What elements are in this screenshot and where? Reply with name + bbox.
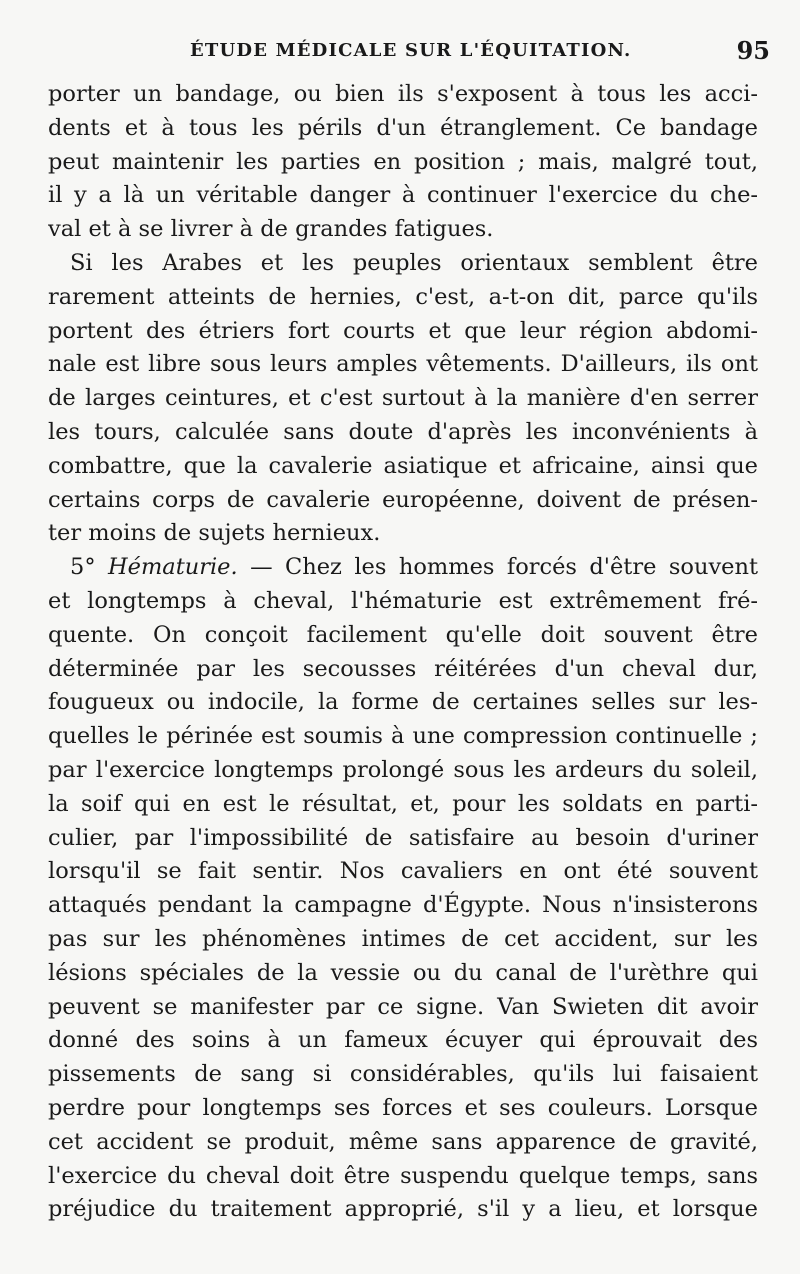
text-line: quelles le périnée est soumis à une compression continuelle ; bbox=[48, 723, 758, 750]
paragraph-start-line: Si les Arabes et les peuples orientaux semblent être bbox=[70, 249, 758, 276]
section-title: Hématurie. bbox=[108, 554, 238, 581]
page-number: 95 bbox=[736, 36, 770, 65]
text-line: nale est libre sous leurs amples vêtements. D'ailleurs, ils ont bbox=[48, 351, 758, 378]
text-line: rarement atteints de hernies, c'est, a-t-on dit, parce qu'ils bbox=[48, 283, 758, 310]
text-line: l'exercice du cheval doit être suspendu quelque temps, sans bbox=[48, 1162, 758, 1189]
text-line: portent des étriers fort courts et que leur région abdomi- bbox=[48, 317, 758, 344]
section-heading-line: 5° Hématurie. — Chez les hommes forcés d'être souvent bbox=[70, 554, 758, 581]
text-line: fougueux ou indocile, la forme de certaines selles sur les- bbox=[48, 689, 758, 716]
text-line: quente. On conçoit facilement qu'elle doit souvent être bbox=[48, 621, 758, 648]
text-line: lorsqu'il se fait sentir. Nos cavaliers en ont été souvent bbox=[48, 858, 758, 885]
text-line: lésions spéciales de la vessie ou du canal de l'urèthre qui bbox=[48, 959, 758, 986]
text-line: déterminée par les secousses réitérées d'un cheval dur, bbox=[48, 655, 758, 682]
text-line: donné des soins à un fameux écuyer qui éprouvait des bbox=[48, 1027, 758, 1054]
text-line: il y a là un véritable danger à continuer l'exercice du che- bbox=[48, 182, 758, 209]
text-line: peuvent se manifester par ce signe. Van Swieten dit avoir bbox=[48, 993, 758, 1020]
text-line: culier, par l'impossibilité de satisfaire au besoin d'uriner bbox=[48, 824, 758, 851]
text-line: les tours, calculée sans doute d'après les inconvénients à bbox=[48, 418, 758, 445]
running-head bbox=[48, 36, 770, 76]
text-line: combattre, que la cavalerie asiatique et africaine, ainsi que bbox=[48, 452, 758, 479]
text-line: ter moins de sujets hernieux. bbox=[48, 520, 381, 547]
text-line: porter un bandage, ou bien ils s'exposent à tous les acci- bbox=[48, 81, 758, 107]
running-title: ÉTUDE MÉDICALE SUR L'ÉQUITATION. bbox=[190, 40, 632, 61]
text-line: cet accident se produit, même sans apparence de gravité, bbox=[48, 1128, 758, 1155]
body-text bbox=[48, 78, 758, 1227]
text-line: la soif qui en est le résultat, et, pour les soldats en parti- bbox=[48, 790, 758, 817]
text-line: val et à se livrer à de grandes fatigues. bbox=[48, 216, 494, 243]
text-line: dents et à tous les périls d'un étranglement. Ce bandage bbox=[48, 114, 758, 141]
text-line: attaqués pendant la campagne d'Égypte. Nous n'insisterons bbox=[48, 892, 758, 919]
section-number: 5° bbox=[70, 554, 109, 581]
text-line: et longtemps à cheval, l'hématurie est extrêmement fré- bbox=[48, 587, 758, 614]
text-line: peut maintenir les parties en position ; mais, malgré tout, bbox=[48, 148, 758, 175]
text-line: préjudice du traitement approprié, s'il y a lieu, et lorsque bbox=[48, 1196, 758, 1223]
text-line: certains corps de cavalerie européenne, doivent de présen- bbox=[48, 486, 758, 513]
text-line: de larges ceintures, et c'est surtout à la manière d'en serrer bbox=[48, 385, 758, 412]
text-line: pas sur les phénomènes intimes de cet accident, sur les bbox=[48, 925, 758, 952]
text-line: perdre pour longtemps ses forces et ses couleurs. Lorsque bbox=[48, 1094, 758, 1121]
text-line: par l'exercice longtemps prolongé sous les ardeurs du soleil, bbox=[48, 756, 758, 783]
text-line: pissements de sang si considérables, qu'ils lui faisaient bbox=[48, 1061, 758, 1088]
